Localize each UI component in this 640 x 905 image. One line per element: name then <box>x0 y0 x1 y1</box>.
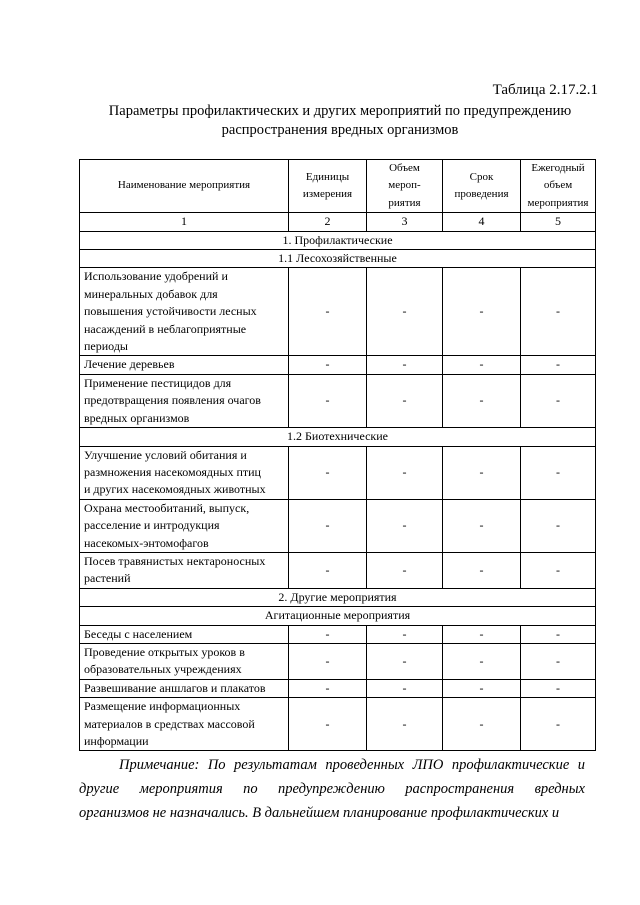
cell-value: - <box>367 356 443 374</box>
cell-value: - <box>367 268 443 356</box>
cell-value: - <box>521 374 596 427</box>
column-number: 3 <box>367 213 443 231</box>
cell-value: - <box>521 698 596 751</box>
section-row <box>80 607 596 625</box>
header-units-line: Единицы <box>305 170 350 183</box>
measure-name-line: Лечение деревьев <box>84 357 175 372</box>
measure-name <box>80 643 289 679</box>
cell-value: - <box>521 446 596 499</box>
header-term-line: проведения <box>454 188 509 201</box>
section-row <box>80 588 596 606</box>
measure-name-line: минеральных добавок для <box>84 286 218 301</box>
column-number-row <box>80 213 596 231</box>
measure-name <box>80 356 289 374</box>
measure-name-line: Посев травянистых нектароносных <box>84 553 266 568</box>
header-volume <box>367 160 443 213</box>
table-row <box>80 374 596 427</box>
cell-value: - <box>443 643 521 679</box>
header-units-line: измерения <box>302 188 353 201</box>
cell-value: - <box>521 679 596 697</box>
cell-value: - <box>289 643 367 679</box>
section-label: 1.2 Биотехнические <box>80 428 596 446</box>
measures-table <box>79 159 596 751</box>
measure-name-line: и других насекомоядных животных <box>84 482 266 497</box>
section-label: Агитационные мероприятия <box>80 607 596 625</box>
measure-name-line: насекомых-энтомофагов <box>84 535 209 550</box>
note-line1: Примечание: По результатам проведенных ЛПО профилактические и <box>119 757 585 773</box>
table-title-line2: распространения вредных организмов <box>221 122 459 138</box>
header-name: Наименование мероприятия <box>80 160 289 213</box>
header-volume-line: риятия <box>388 196 421 209</box>
measure-name-line: Размещение информационных <box>84 699 241 714</box>
cell-value: - <box>443 499 521 552</box>
cell-value: - <box>443 698 521 751</box>
section-label: 2. Другие мероприятия <box>80 588 596 606</box>
cell-value: - <box>289 356 367 374</box>
cell-value: - <box>289 552 367 588</box>
cell-value: - <box>289 268 367 356</box>
cell-value: - <box>289 625 367 643</box>
table-row <box>80 679 596 697</box>
header-volume-line: Объем <box>389 162 420 174</box>
measure-name-line: повышения устойчивости лесных <box>84 304 257 319</box>
cell-value: - <box>443 679 521 697</box>
measure-name-line: информации <box>84 734 149 748</box>
table-row <box>80 499 596 552</box>
table-row <box>80 698 596 751</box>
cell-value: - <box>289 374 367 427</box>
table-row <box>80 552 596 588</box>
section-label: 1. Профилактические <box>80 231 596 249</box>
measure-name <box>80 374 289 427</box>
measure-name <box>80 552 289 588</box>
header-volume-line: мероп- <box>388 179 421 192</box>
cell-value: - <box>289 698 367 751</box>
cell-value: - <box>443 625 521 643</box>
cell-value: - <box>443 268 521 356</box>
measure-name-line: расселение и интродукция <box>84 518 220 533</box>
measure-name-line: растений <box>84 571 131 586</box>
measure-name <box>80 446 289 499</box>
header-term-line: Срок <box>469 170 494 183</box>
cell-value: - <box>367 374 443 427</box>
measure-name <box>80 679 289 697</box>
table-title-line1: Параметры профилактических и других мероприятий по предупреждению <box>108 103 572 119</box>
note-line3: организмов не назначались. В дальнейшем планирование профилактических и <box>79 805 560 821</box>
column-number: 4 <box>443 213 521 231</box>
measure-name <box>80 499 289 552</box>
cell-value: - <box>443 446 521 499</box>
cell-value: - <box>521 356 596 374</box>
cell-value: - <box>367 698 443 751</box>
measure-name-line: предотвращения появления очагов <box>84 393 261 408</box>
cell-value: - <box>521 268 596 356</box>
header-annual-line: Ежегодный <box>531 162 585 174</box>
header-annual-line: мероприятия <box>527 196 589 209</box>
measure-name-line: Применение пестицидов для <box>84 375 232 390</box>
column-number: 2 <box>289 213 367 231</box>
cell-value: - <box>367 499 443 552</box>
cell-value: - <box>521 625 596 643</box>
section-row <box>80 428 596 446</box>
measure-name-line: Проведение открытых уроков в <box>84 644 245 659</box>
table-row <box>80 643 596 679</box>
header-row <box>80 160 596 213</box>
table-row <box>80 446 596 499</box>
cell-value: - <box>367 446 443 499</box>
cell-value: - <box>367 552 443 588</box>
measure-name-line: образовательных учреждениях <box>84 662 242 677</box>
cell-value: - <box>521 643 596 679</box>
measure-name-line: Развешивание аншлагов и плакатов <box>84 680 266 695</box>
measure-name-line: Улучшение условий обитания и <box>84 447 247 462</box>
table-row <box>80 356 596 374</box>
measure-name-line: вредных организмов <box>84 410 190 425</box>
cell-value: - <box>289 679 367 697</box>
measure-name-line: материалов в средствах массовой <box>84 716 255 731</box>
section-row <box>80 231 596 249</box>
cell-value: - <box>367 679 443 697</box>
measure-name-line: Использование удобрений и <box>84 269 228 284</box>
cell-value: - <box>289 446 367 499</box>
cell-value: - <box>367 643 443 679</box>
header-annual-line: объем <box>543 179 573 192</box>
header-term <box>443 160 521 213</box>
cell-value: - <box>443 356 521 374</box>
measure-name-line: периоды <box>84 339 128 354</box>
table-row <box>80 625 596 643</box>
cell-value: - <box>443 552 521 588</box>
column-number: 5 <box>521 213 596 231</box>
header-units <box>289 160 367 213</box>
measure-name-line: насаждений в неблагоприятные <box>84 321 247 336</box>
section-row <box>80 250 596 268</box>
header-annual <box>521 160 596 213</box>
measure-name-line: Охрана местообитаний, выпуск, <box>84 500 250 515</box>
column-number: 1 <box>80 213 289 231</box>
table-row <box>80 268 596 356</box>
measure-name-line: Беседы с населением <box>84 626 193 641</box>
measure-name-line: размножения насекомоядных птиц <box>84 464 261 479</box>
cell-value: - <box>521 499 596 552</box>
measure-name <box>80 625 289 643</box>
cell-value: - <box>367 625 443 643</box>
section-label: 1.1 Лесохозяйственные <box>80 250 596 268</box>
cell-value: - <box>289 499 367 552</box>
cell-value: - <box>521 552 596 588</box>
measure-name <box>80 698 289 751</box>
table-number: Таблица 2.17.2.1 <box>492 82 598 98</box>
note-line2: другие мероприятия по предупреждению распространения вредных <box>79 781 585 797</box>
cell-value: - <box>443 374 521 427</box>
measure-name <box>80 268 289 356</box>
